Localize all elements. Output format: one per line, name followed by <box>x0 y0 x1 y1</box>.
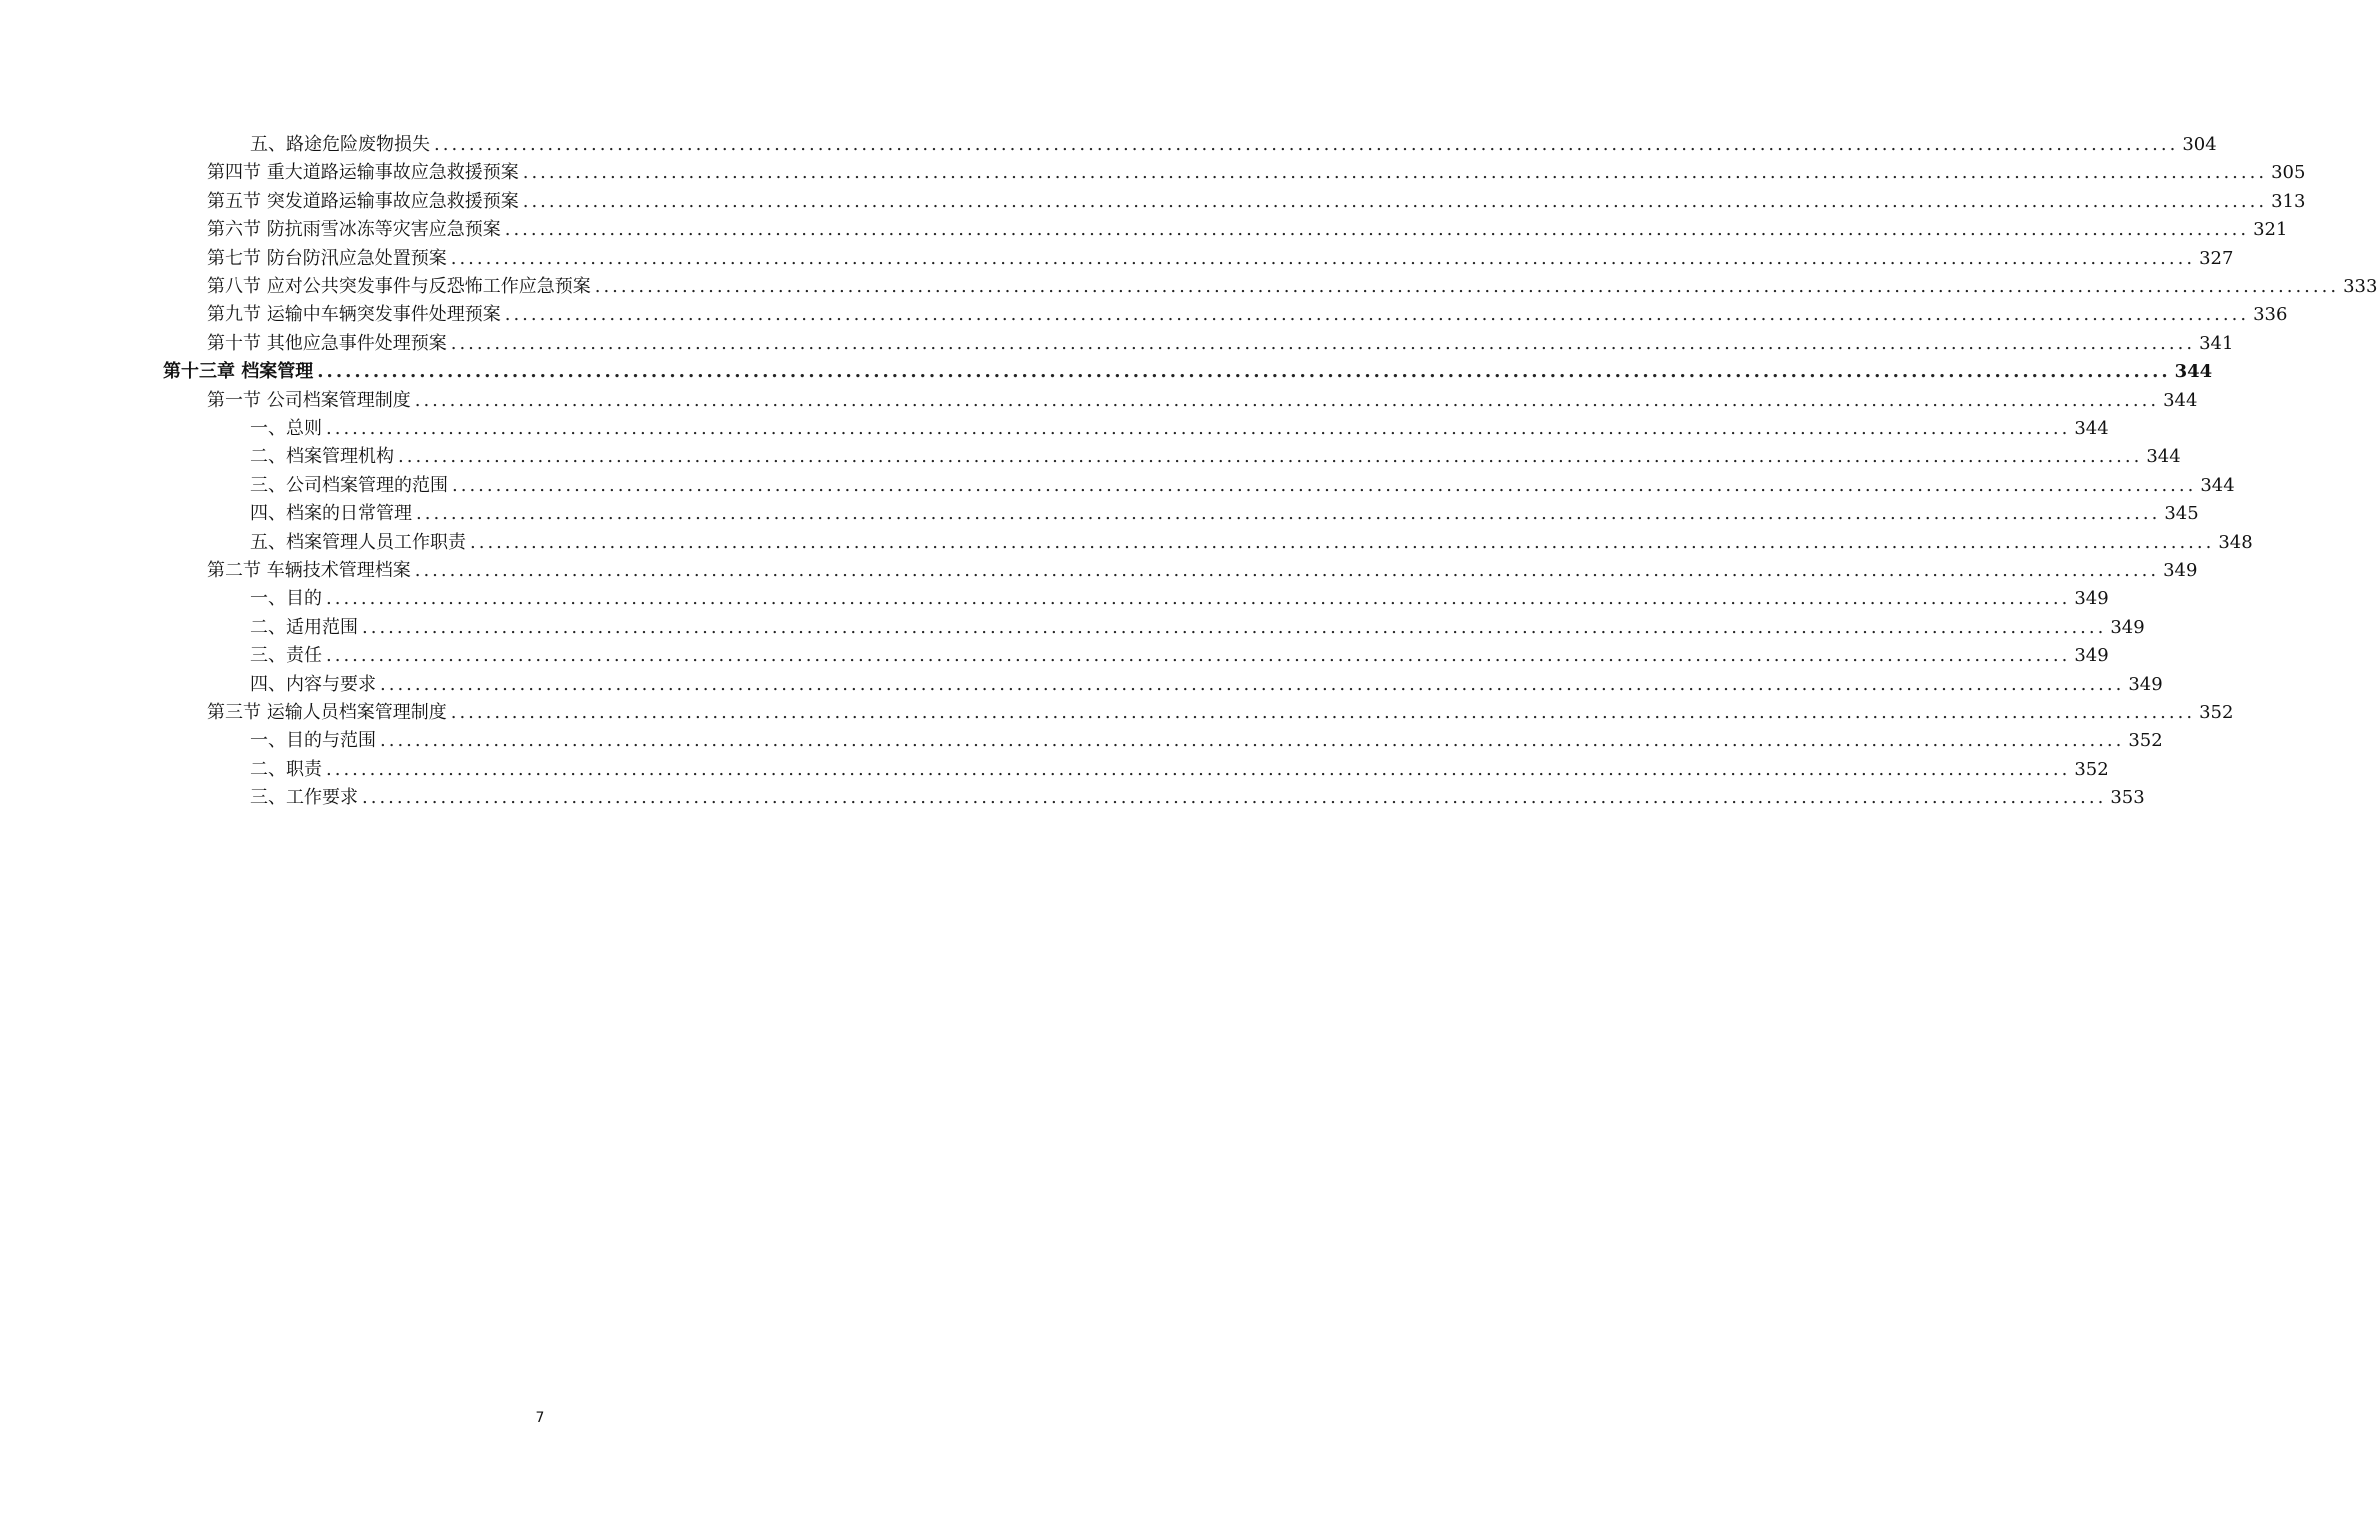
toc-subsection-entry[interactable] <box>250 614 2145 642</box>
toc-entry-page-number: 336 <box>2253 304 2288 326</box>
toc-entry-title: 第八节 应对公共突发事件与反恐怖工作应急预案 <box>207 276 591 297</box>
toc-entry-title: 五、档案管理人员工作职责 <box>250 531 466 553</box>
toc-subsection-entry[interactable] <box>250 784 2145 812</box>
toc-dot-leader: ........................................................................................................................................................................................................ <box>326 418 2071 439</box>
toc-entry-title: 第四节 重大道路运输事故应急救援预案 <box>207 162 519 184</box>
toc-entry-title: 第三节 运输人员档案管理制度 <box>207 702 447 723</box>
toc-section-entry[interactable] <box>207 330 2234 358</box>
toc-entry-page-number: 348 <box>2218 531 2253 553</box>
toc-entry-page-number: 352 <box>2128 730 2163 752</box>
toc-dot-leader: ........................................................................................................................................................................................................ <box>362 616 2107 638</box>
toc-entry-page-number: 313 <box>2271 190 2306 212</box>
toc-entry-page-number: 304 <box>2182 134 2217 155</box>
toc-entry-title: 第六节 防抗雨雪冰冻等灾害应急预案 <box>207 219 501 241</box>
toc-dot-leader: ........................................................................................................................................................................................................ <box>594 276 2340 297</box>
toc-entry-page-number: 333 <box>2343 276 2377 297</box>
toc-entry-title: 二、职责 <box>250 758 322 780</box>
toc-section-entry[interactable] <box>207 301 2288 329</box>
toc-dot-leader: ........................................................................................................................................................................................................ <box>416 503 2161 525</box>
toc-subsection-entry[interactable] <box>250 756 2109 784</box>
toc-entry-title: 四、档案的日常管理 <box>250 503 412 525</box>
toc-entry-title: 三、工作要求 <box>250 787 358 809</box>
toc-section-entry[interactable] <box>207 387 2198 415</box>
toc-dot-leader: ........................................................................................................................................................................................................ <box>522 162 2268 184</box>
toc-subsection-entry[interactable] <box>250 727 2163 755</box>
toc-entry-page-number: 345 <box>2164 503 2199 525</box>
toc-dot-leader: ........................................................................................................................................................................................................ <box>434 134 2179 155</box>
toc-section-entry[interactable] <box>207 159 2306 187</box>
toc-entry-title: 五、路途危险废物损失 <box>250 134 430 155</box>
toc-entry-page-number: 327 <box>2199 247 2234 269</box>
toc-dot-leader: ........................................................................................................................................................................................................ <box>450 247 2196 269</box>
toc-entry-page-number: 349 <box>2074 645 2109 667</box>
toc-dot-leader: ........................................................................................................................................................................................................ <box>414 389 2160 411</box>
toc-entry-page-number: 344 <box>2163 389 2198 411</box>
toc-dot-leader: ........................................................................................................................................................................................................ <box>414 560 2160 581</box>
toc-entry-title: 第九节 运输中车辆突发事件处理预案 <box>207 304 501 326</box>
toc-subsection-entry[interactable] <box>250 443 2181 471</box>
toc-dot-leader: ........................................................................................................................................................................................................ <box>522 190 2268 212</box>
toc-entry-page-number: 349 <box>2110 616 2145 638</box>
toc-dot-leader: ........................................................................................................................................................................................................ <box>398 446 2143 468</box>
toc-entry-title: 三、公司档案管理的范围 <box>250 474 448 496</box>
toc-entry-page-number: 353 <box>2110 787 2145 809</box>
toc-subsection-entry[interactable] <box>250 472 2235 500</box>
toc-entry-title: 第五节 突发道路运输事故应急救援预案 <box>207 190 519 212</box>
toc-section-entry[interactable] <box>207 188 2306 216</box>
toc-entry-title: 第十三章 档案管理 <box>163 361 314 383</box>
toc-entry-title: 一、总则 <box>250 418 322 439</box>
toc-subsection-entry[interactable] <box>250 642 2109 670</box>
toc-entry-title: 四、内容与要求 <box>250 673 376 695</box>
toc-subsection-entry[interactable] <box>250 500 2199 528</box>
toc-entry-page-number: 305 <box>2271 162 2306 184</box>
toc-entry-title: 一、目的 <box>250 588 322 610</box>
toc-dot-leader: ........................................................................................................................................................................................................ <box>450 702 2196 723</box>
toc-dot-leader: ........................................................................................................................................................................................................ <box>380 673 2125 695</box>
toc-entry-title: 二、适用范围 <box>250 616 358 638</box>
toc-entry-page-number: 349 <box>2128 673 2163 695</box>
toc-dot-leader: ........................................................................................................................................................................................................ <box>317 361 2171 383</box>
toc-entry-title: 第十节 其他应急事件处理预案 <box>207 332 447 354</box>
toc-entry-page-number: 344 <box>2074 418 2109 439</box>
toc-entry-page-number: 349 <box>2163 560 2198 581</box>
page-number: 7 <box>535 1410 545 1426</box>
toc-section-entry[interactable] <box>207 273 2377 301</box>
toc-entry-title: 二、档案管理机构 <box>250 446 394 468</box>
toc-dot-leader: ........................................................................................................................................................................................................ <box>470 531 2215 553</box>
toc-subsection-entry[interactable] <box>250 415 2109 443</box>
toc-dot-leader: ........................................................................................................................................................................................................ <box>504 304 2250 326</box>
toc-dot-leader: ........................................................................................................................................................................................................ <box>380 730 2125 752</box>
toc-chapter-entry[interactable] <box>163 358 2213 386</box>
toc-entry-title: 第二节 车辆技术管理档案 <box>207 560 411 581</box>
toc-subsection-entry[interactable] <box>250 671 2163 699</box>
toc-entry-page-number: 344 <box>2200 474 2235 496</box>
toc-dot-leader: ........................................................................................................................................................................................................ <box>452 474 2197 496</box>
toc-entry-title: 第一节 公司档案管理制度 <box>207 389 411 411</box>
toc-entry-page-number: 349 <box>2074 588 2109 610</box>
toc-entry-page-number: 344 <box>2146 446 2181 468</box>
toc-dot-leader: ........................................................................................................................................................................................................ <box>450 332 2196 354</box>
toc-section-entry[interactable] <box>207 557 2198 585</box>
toc-entry-page-number: 341 <box>2199 332 2234 354</box>
toc-subsection-entry[interactable] <box>250 529 2253 557</box>
toc-entry-title: 三、责任 <box>250 645 322 667</box>
toc-dot-leader: ........................................................................................................................................................................................................ <box>504 219 2250 241</box>
toc-entry-page-number: 352 <box>2199 702 2234 723</box>
toc-entry-page-number: 352 <box>2074 758 2109 780</box>
toc-dot-leader: ........................................................................................................................................................................................................ <box>326 588 2071 610</box>
toc-section-entry[interactable] <box>207 699 2234 727</box>
toc-section-entry[interactable] <box>207 245 2234 273</box>
toc-subsection-entry[interactable] <box>250 585 2109 613</box>
toc-subsection-entry[interactable] <box>250 131 2217 159</box>
toc-entry-page-number: 321 <box>2253 219 2288 241</box>
toc-entry-page-number: 344 <box>2174 361 2213 383</box>
toc-dot-leader: ........................................................................................................................................................................................................ <box>326 758 2071 780</box>
toc-entry-title: 一、目的与范围 <box>250 730 376 752</box>
toc-entry-title: 第七节 防台防汛应急处置预案 <box>207 247 447 269</box>
toc-dot-leader: ........................................................................................................................................................................................................ <box>326 645 2071 667</box>
toc-section-entry[interactable] <box>207 216 2288 244</box>
toc-dot-leader: ........................................................................................................................................................................................................ <box>362 787 2107 809</box>
